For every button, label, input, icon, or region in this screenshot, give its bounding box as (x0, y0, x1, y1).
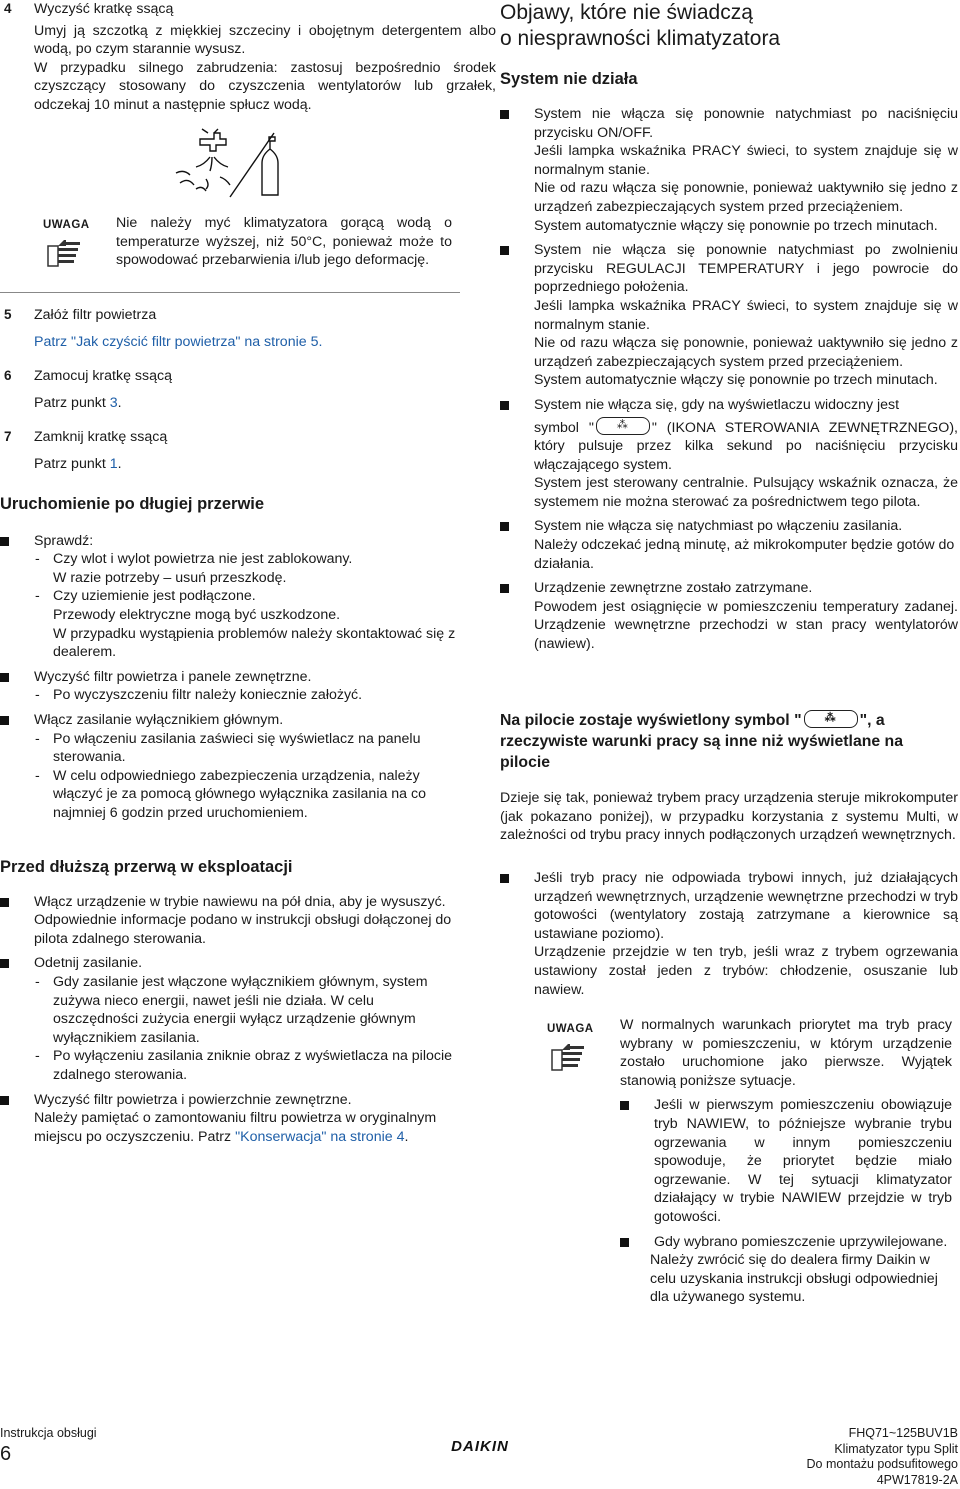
step-5 (0, 306, 496, 351)
bullet-item: Wyczyść filtr powietrza i panele zewnętrzne. (0, 668, 460, 687)
dash-item: - Czy wlot i wylot powietrza nie jest zablokowany. (0, 550, 460, 569)
heading-prefix: Na pilocie zostaje wyświetlony symbol " (500, 712, 802, 729)
bullet-item: Jeśli tryb pracy nie odpowiada trybowi innych, już działających urządzeń wewnętrznych, urządzenie wewnętrzne przechodzi w tryb gotowości (wentylatory zostają zatrzymane a kierownice są ustawiane poziomo). (500, 869, 958, 943)
dash-item-cont: W razie potrzeby – usuń przeszkodę. (53, 569, 287, 586)
bullet-item: Sprawdź: (0, 532, 460, 551)
step-7 (0, 428, 496, 473)
bullet-text: Należy zwrócić się do dealera firmy Daikin w celu uzyskania instrukcji obsługi odpowiedniej dla używanego systemu. (650, 1252, 938, 1306)
daikin-logo: DAIKIN (451, 1438, 509, 1455)
note-uwaga (0, 214, 460, 293)
bullet-item: System nie włącza się ponownie natychmiast po zwolnieniu przycisku REGULACJI TEMPERATURY i jego powrocie do poprzedniego położenia. (500, 241, 958, 297)
symptom-list (500, 105, 958, 654)
product-type: Klimatyzator typu Split (834, 1441, 958, 1456)
section-heading: Przed dłuższą przerwą w eksploatacji (0, 858, 293, 876)
step-4 (0, 0, 496, 115)
remote-control-symbol-icon (596, 417, 650, 435)
step-link[interactable]: 3 (109, 394, 118, 411)
step-text-suffix: . (117, 394, 122, 411)
page-link[interactable]: Patrz "Jak czyścić filtr powietrza" na stronie 5. (34, 333, 323, 350)
step-text-prefix: Patrz punkt (34, 455, 110, 472)
document-code: 4PW17819-2A (876, 1472, 958, 1487)
body-paragraph: Dzieje się tak, ponieważ trybem pracy urządzenia steruje mikrokomputer (jak pokazano poniżej), w przypadku korzystania z systemu Multi, w zależności od trybu pracy innych podłączonych urządzeń wewnętrznych. (500, 790, 958, 844)
dash-item: - Po włączeniu zasilania zaświeci się wyświetlacz na panelu sterowania. (0, 730, 460, 767)
step-text (34, 455, 496, 474)
dash-item: - Po wyczyszczeniu filtr należy koniecznie założyć. (0, 686, 460, 705)
mount-type: Do montażu podsufitowego (806, 1457, 958, 1471)
section-heading: Uruchomienie po długiej przerwie (0, 495, 265, 513)
section-restart (0, 495, 460, 823)
note-text: W normalnych warunkach priorytet ma tryb pracy wybrany w pomieszczeniu, w którym urządzenie zostało uruchomione jako pierwsze. Wyjątek stanowią poniższe sytuacje. (620, 1017, 952, 1089)
subsection-heading: System nie działa (500, 70, 638, 88)
bullet-item: Odetnij zasilanie. (0, 954, 460, 973)
note-text: Nie należy myć klimatyzatora gorącą wodą o temperaturze wyższej, niż 50°C, ponieważ może to spowodować przebarwienia i/lub jego deformację. (116, 215, 452, 269)
footer-left (0, 1426, 200, 1466)
note-tag: UWAGA (547, 1023, 594, 1035)
dash-item-cont: Przewody elektryczne mogą być uszkodzone. (53, 606, 341, 623)
bullet-text: Należy odczekać jedną minutę, aż mikrokomputer będzie gotów do działania. (534, 537, 955, 572)
step-text: W przypadku silnego zabrudzenia: zastosuj bezpośrednio środek czyszczący stosowany do czyszczenia wentylatorów lub grzałek, odczekaj 10 minut a następnie spłucz wodą. (34, 59, 496, 113)
dash-item: - W celu odpowiedniego zabezpieczenia urządzenia, należy włączyć je za pomocą głównego wyłącznika zasilania na co najmniej 6 godzin przed uruchomieniem. (0, 767, 460, 823)
symbol-glyph: ⁂ (616, 418, 628, 431)
bullet-text: Odpowiednie informacje podano w instrukcji obsługi dołączonej do pilota zdalnego sterowania. (34, 912, 452, 947)
bullet-item: Włącz zasilanie wyłącznikiem głównym. (0, 711, 460, 730)
page-number: 6 (0, 1442, 12, 1465)
step-6 (0, 367, 496, 412)
remote-control-symbol-icon (804, 710, 858, 728)
pointing-hand-icon (550, 1040, 588, 1072)
step-number: 6 (4, 368, 12, 383)
no-wash-illustration (170, 127, 290, 202)
bullet-text: System automatycznie włączy się ponownie po trzech minutach. (534, 372, 938, 389)
step-number: 4 (4, 1, 12, 16)
note-tag: UWAGA (43, 219, 90, 231)
bullet-text: Urządzenie przejdzie w ten tryb, jeśli wraz z trybem ogrzewania ustawiony został jeden z trybów: chłodzenie, osuszanie lub nawiew. (534, 944, 958, 998)
bullet-text: System automatycznie włączy się ponownie po trzech minutach. (534, 217, 938, 234)
multi-list (500, 869, 958, 999)
bullet-text: System jest sterowany centralnie. Pulsujący wskaźnik oznacza, że systemem nie można sterować za pośrednictwem tego pilota. (534, 475, 958, 510)
bullet-item: Jeśli w pierwszym pomieszczeniu obowiązuje tryb NAWIEW, to późniejsze wybranie trybu ogrzewania w innym pomieszczeniu spowoduje, że priorytet będzie miało ogrzewanie. W tej sytuacji klimatyzator działający w trybie NAWIEW przejdzie w tryb gotowości. (620, 1096, 952, 1226)
subsection-heading (500, 710, 940, 773)
bullet-text (0, 1109, 460, 1146)
bullet-text: Nie od razu włącza się ponownie, ponieważ uaktywniło się jedno z urządzeń zabezpieczających system przed przeciążeniem. (534, 180, 958, 215)
bullet-text-suffix: " (IKONA STEROWANIA ZEWNĘTRZNEGO), który pulsuje przez kilka sekund po naciśnięciu przycisku włączającego system. (534, 419, 958, 473)
bullet-item: System nie włącza się natychmiast po włączeniu zasilania. (500, 517, 958, 536)
bullet-text: Nie od razu włącza się ponownie, ponieważ uaktywniło się jedno z urządzeń zabezpieczających system przed przeciążeniem. (534, 335, 958, 370)
dash-item: - Czy uziemienie jest podłączone. (0, 587, 460, 606)
bullet-text: Jeśli lampka wskaźnika PRACY świeci, to system znajduje się w normalnym stanie. (534, 297, 958, 333)
dash-item: - Gdy zasilanie jest włączone wyłącznikiem głównym, system zużywa nieco energii, nawet jeśli nie działa. W celu oszczędności zużycia energii wyłącz urządzenie głównym wyłącznikiem zasilania. (0, 973, 460, 1047)
title-line: o niesprawności klimatyzatora (500, 27, 781, 50)
step-title: Załóż filtr powietrza (34, 307, 157, 323)
bullet-text-prefix: Należy pamiętać o zamontowaniu filtru powietrza w oryginalnym miejscu po oczyszczeniu. Patrz (34, 1110, 437, 1145)
footer-right (700, 1426, 958, 1488)
bullet-item: Urządzenie zewnętrzne zostało zatrzymane. (500, 579, 958, 598)
symbol-glyph: ⁂ (824, 712, 836, 724)
step-text-suffix: . (117, 455, 122, 472)
bullet-item: System nie włącza się ponownie natychmiast po naciśnięciu przycisku ON/OFF. (500, 105, 958, 142)
bullet-item: Wyczyść filtr powietrza i powierzchnie zewnętrzne. (0, 1091, 460, 1110)
step-title: Wyczyść kratkę ssącą (34, 1, 174, 17)
step-title: Zamknij kratkę ssącą (34, 429, 168, 445)
title-line: Objawy, które nie świadczą (500, 1, 753, 24)
section-pause (0, 858, 460, 1146)
bullet-text: Jeśli lampka wskaźnika PRACY świeci, to system znajduje się w normalnym stanie. (534, 143, 958, 178)
note-body (620, 1016, 952, 1307)
bullet-item: System nie włącza się, gdy na wyświetlaczu widoczny jest (500, 396, 958, 415)
bullet-text-prefix: symbol " (534, 419, 594, 436)
bullet-item: Włącz urządzenie w trybie nawiewu na pół dnia, aby je wysuszyć. (0, 893, 460, 912)
bullet-text-suffix: . (404, 1128, 409, 1145)
bullet-text (500, 417, 958, 475)
bullet-text: Powodem jest osiągnięcie w pomieszczeniu temperatury zadanej. Urządzenie wewnętrzne przechodzi w stan pracy wentylatorów (nawiew). (534, 598, 958, 653)
heading-suffix: ", a rzeczywiste warunki pracy są inne niż wyświetlane na pilocie (500, 712, 903, 771)
step-title: Zamocuj kratkę ssącą (34, 368, 172, 384)
dash-item-cont: W przypadku wystąpienia problemów należy skontaktować się z dealerem. (53, 625, 456, 661)
note-uwaga (500, 1016, 958, 1336)
step-number: 7 (4, 429, 12, 444)
model-number: FHQ71~125BUV1B (848, 1426, 958, 1440)
bullet-item: Gdy wybrano pomieszczenie uprzywilejowane. (620, 1233, 952, 1252)
step-text (34, 394, 496, 413)
step-text: Umyj ją szczotką z miękkiej szczeciny i obojętnym detergentem albo wodą, po czym starannie wysusz. (34, 22, 496, 58)
step-link[interactable]: 1 (109, 455, 118, 472)
step-text-prefix: Patrz punkt (34, 394, 110, 411)
page-link[interactable]: "Konserwacja" na stronie 4 (235, 1128, 405, 1145)
pointing-hand-icon (46, 236, 84, 268)
manual-label: Instrukcja obsługi (0, 1426, 97, 1440)
step-number: 5 (4, 307, 12, 322)
page-title (500, 0, 958, 52)
dash-item: - Po wyłączeniu zasilania zniknie obraz z wyświetlacza na pilocie zdalnego sterowania. (0, 1047, 460, 1084)
